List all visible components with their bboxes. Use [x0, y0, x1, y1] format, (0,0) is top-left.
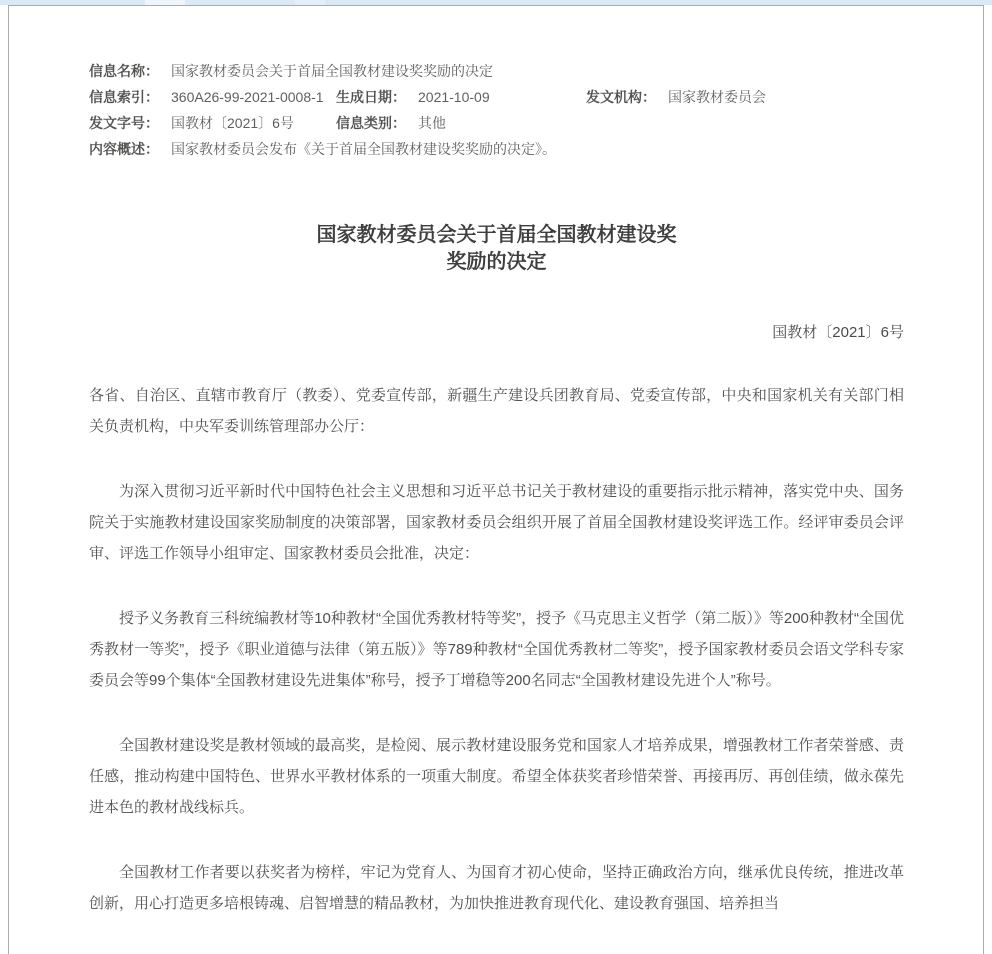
paragraph-salutation: 各省、自治区、直辖市教育厅（教委）、党委宣传部，新疆生产建设兵团教育局、党委宣传部，中央和国家机关有关部门相关负责机构，中央军委训练管理部办公厅： [89, 387, 904, 435]
paragraph-call-to-action: 全国教材工作者要以获奖者为榜样，牢记为党育人、为国育才初心使命，坚持正确政治方向，继承优良传统，推进改革创新，用心打造更多培根铸魂、启智增慧的精品教材，为加快推进教育现代化、建设教育强国、培养担当 [89, 864, 904, 912]
document-body [89, 380, 904, 919]
meta-docno-cell [89, 110, 336, 136]
document-number: 国教材〔2021〕6号 [772, 324, 904, 341]
meta-summary-value: 国家教材委员会发布《关于首届全国教材建设奖奖励的决定》。 [171, 141, 556, 157]
meta-date-label: 生成日期： [336, 89, 406, 105]
meta-type-cell [336, 110, 446, 136]
meta-type-label: 信息类别： [336, 115, 406, 131]
meta-summary-label: 内容概述： [89, 141, 159, 157]
meta-index-value: 360A26-99-2021-0008-1 [171, 89, 324, 105]
document-panel [8, 5, 984, 954]
paragraph-significance: 全国教材建设奖是教材领域的最高奖，是检阅、展示教材建设服务党和国家人才培养成果，增强教材工作者荣誉感、责任感，推动构建中国特色、世界水平教材体系的一项重大制度。希望全体获奖者珍惜荣誉、再接再厉、再创佳绩，做永葆先进本色的教材战线标兵。 [89, 737, 904, 816]
meta-org-cell [586, 84, 766, 110]
meta-docno-label: 发文字号： [89, 115, 159, 131]
meta-date-cell [336, 84, 586, 110]
meta-name-value: 国家教材委员会关于首届全国教材建设奖奖励的决定 [171, 63, 493, 79]
meta-org-value: 国家教材委员会 [668, 89, 766, 105]
meta-org-label: 发文机构： [586, 89, 656, 105]
meta-row-summary [89, 136, 904, 162]
paragraph-awards: 授予义务教育三科统编教材等10种教材“全国优秀教材特等奖”，授予《马克思主义哲学（第二版）》等200种教材“全国优秀教材一等奖”，授予《职业道德与法律（第五版）》等789种教材“全国优秀教材二等奖”，授予国家教材委员会语文学科专家委员会等99个集体“全国教材建设先进集体”称号，授予丁增稳等200名同志“全国教材建设先进个人”称号。 [89, 610, 904, 689]
meta-row-name [89, 58, 904, 84]
meta-row-index-date-org [89, 84, 904, 110]
meta-index-cell [89, 84, 336, 110]
paragraph-background: 为深入贯彻习近平新时代中国特色社会主义思想和习近平总书记关于教材建设的重要指示批示精神，落实党中央、国务院关于实施教材建设国家奖励制度的决策部署，国家教材委员会组织开展了首届全国教材建设奖评选工作。经评审委员会评审、评选工作领导小组审定、国家教材委员会批准，决定： [89, 483, 904, 562]
meta-index-label: 信息索引： [89, 89, 159, 105]
meta-date-value: 2021-10-09 [418, 89, 490, 105]
meta-name-label: 信息名称： [89, 63, 159, 79]
meta-type-value: 其他 [418, 115, 446, 131]
document-metadata [89, 58, 904, 162]
document-title: 国家教材委员会关于首届全国教材建设奖奖励的决定 [316, 224, 677, 273]
meta-row-docno-type [89, 110, 904, 136]
meta-docno-value: 国教材〔2021〕6号 [171, 115, 294, 131]
document-content [9, 58, 983, 919]
